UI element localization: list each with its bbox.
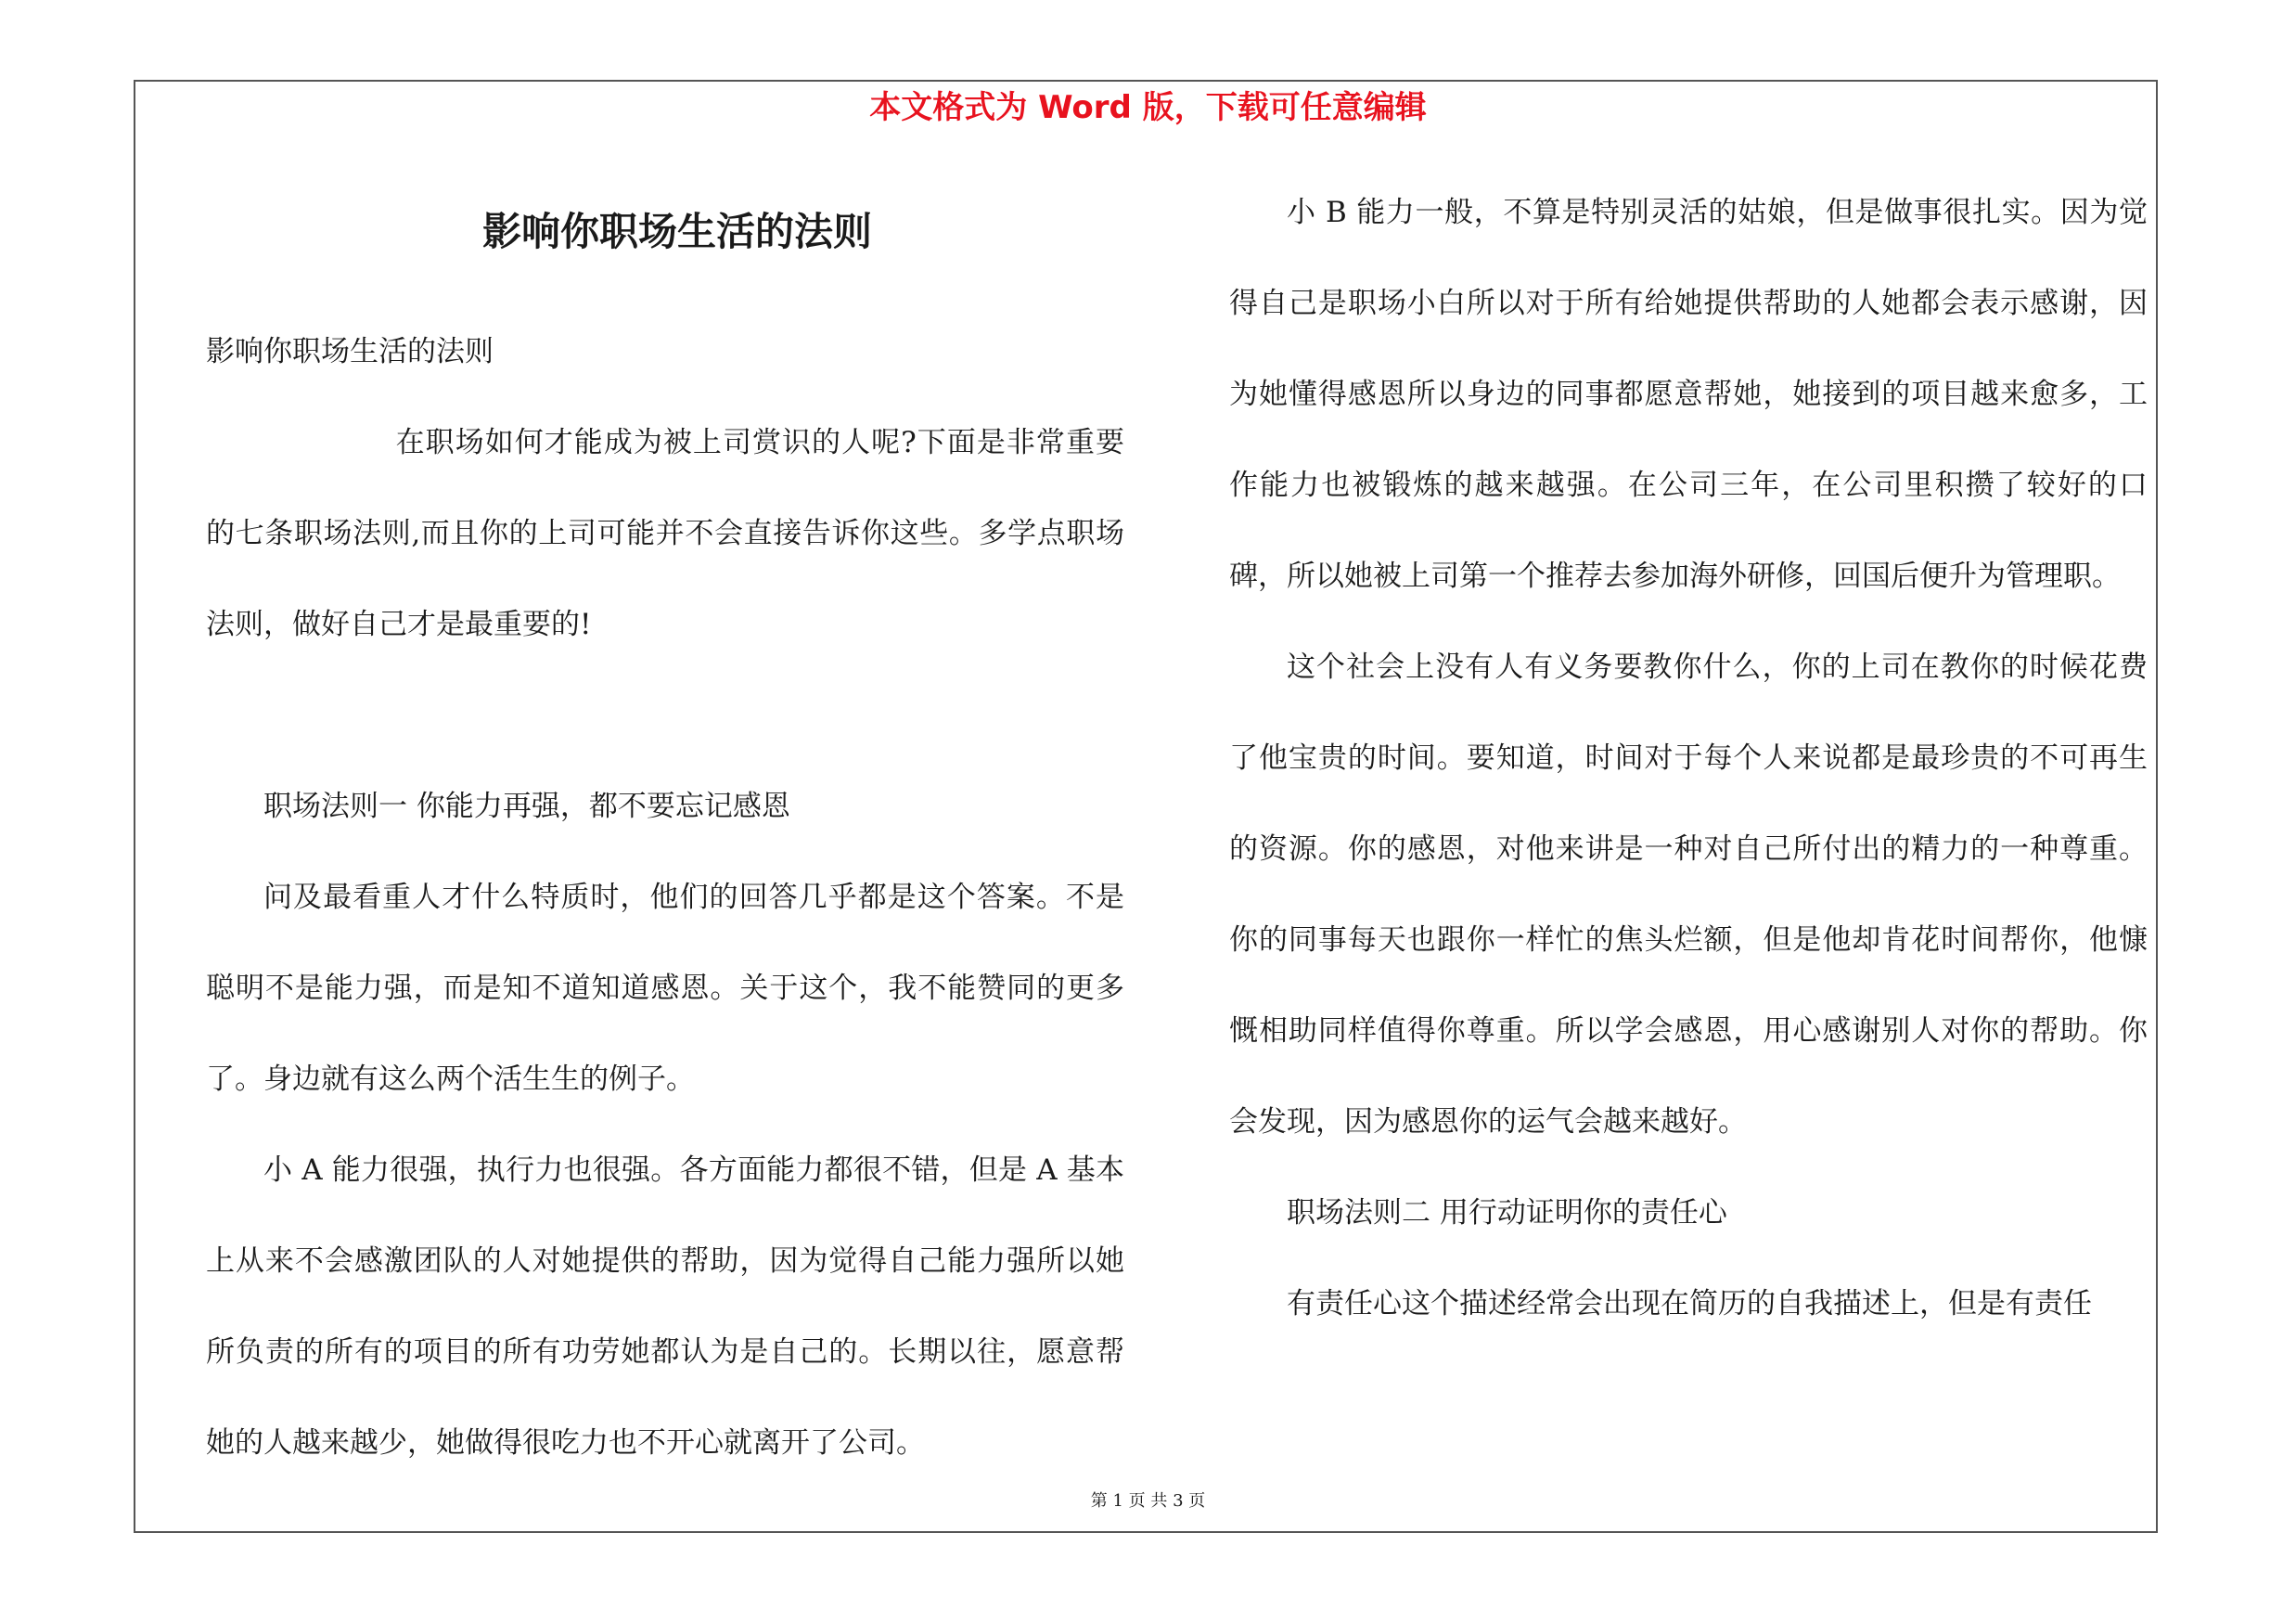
rule-two-heading: 职场法则二 用行动证明你的责任心	[1287, 1196, 1727, 1230]
paragraph: 小 A 能力很强，执行力也很强。各方面能力都很不错，但是 A 基本上从来不会感激团队的人对她提供的帮助，因为觉得自己能力强所以她所负责的所有的项目的所有功劳她都认为是自己的。长期以往，愿意帮她的人越来越少，她做得很吃力也不开心就离开了公司。	[206, 1153, 1124, 1460]
paragraph: 小 B 能力一般，不算是特别灵活的姑娘，但是做事很扎实。因为觉得自己是职场小白所以对于所有给她提供帮助的人她都会表示感谢，因为她懂得感恩所以身边的同事都愿意帮她，她接到的项目越来愈多，工作能力也被锻炼的越来越强。在公司三年，在公司里积攒了较好的口碑，所以她被上司第一个推荐去参加海外研修，回国后便升为管理职。	[1229, 196, 2148, 593]
subtitle-line: 影响你职场生活的法则	[206, 335, 494, 368]
blank-line	[206, 670, 1124, 761]
intro-paragraph: 在职场如何才能成为被上司赏识的人呢?下面是非常重要的七条职场法则,而且你的上司可能并不会直接告诉你这些。多学点职场法则，做好自己才是最重要的!	[206, 426, 1124, 641]
right-column	[1229, 167, 2148, 1349]
rule-one-heading: 职场法则一 你能力再强，都不要忘记感恩	[263, 790, 790, 823]
page-number: 第 1 页 共 3 页	[1090, 1491, 1206, 1511]
format-banner: 本文格式为 Word 版，下载可任意编辑	[869, 89, 1427, 126]
document-title: 影响你职场生活的法则	[481, 209, 872, 254]
paragraph: 有责任心这个描述经常会出现在简历的自我描述上，但是有责任	[1287, 1287, 2092, 1320]
paragraph: 问及最看重人才什么特质时，他们的回答几乎都是这个答案。不是聪明不是能力强，而是知不道知道感恩。关于这个，我不能赞同的更多了。身边就有这么两个活生生的例子。	[206, 881, 1124, 1096]
paragraph: 这个社会上没有人有义务要教你什么，你的上司在教你的时候花费了他宝贵的时间。要知道，时间对于每个人来说都是最珍贵的不可再生的资源。你的感恩，对他来讲是一种对自己所付出的精力的一种尊重。你的同事每天也跟你一样忙的焦头烂额，但是他却肯花时间帮你，他慷慨相助同样值得你尊重。所以学会感恩，用心感谢别人对你的帮助。你会发现，因为感恩你的运气会越来越好。	[1229, 650, 2148, 1139]
left-column	[206, 306, 1124, 1488]
